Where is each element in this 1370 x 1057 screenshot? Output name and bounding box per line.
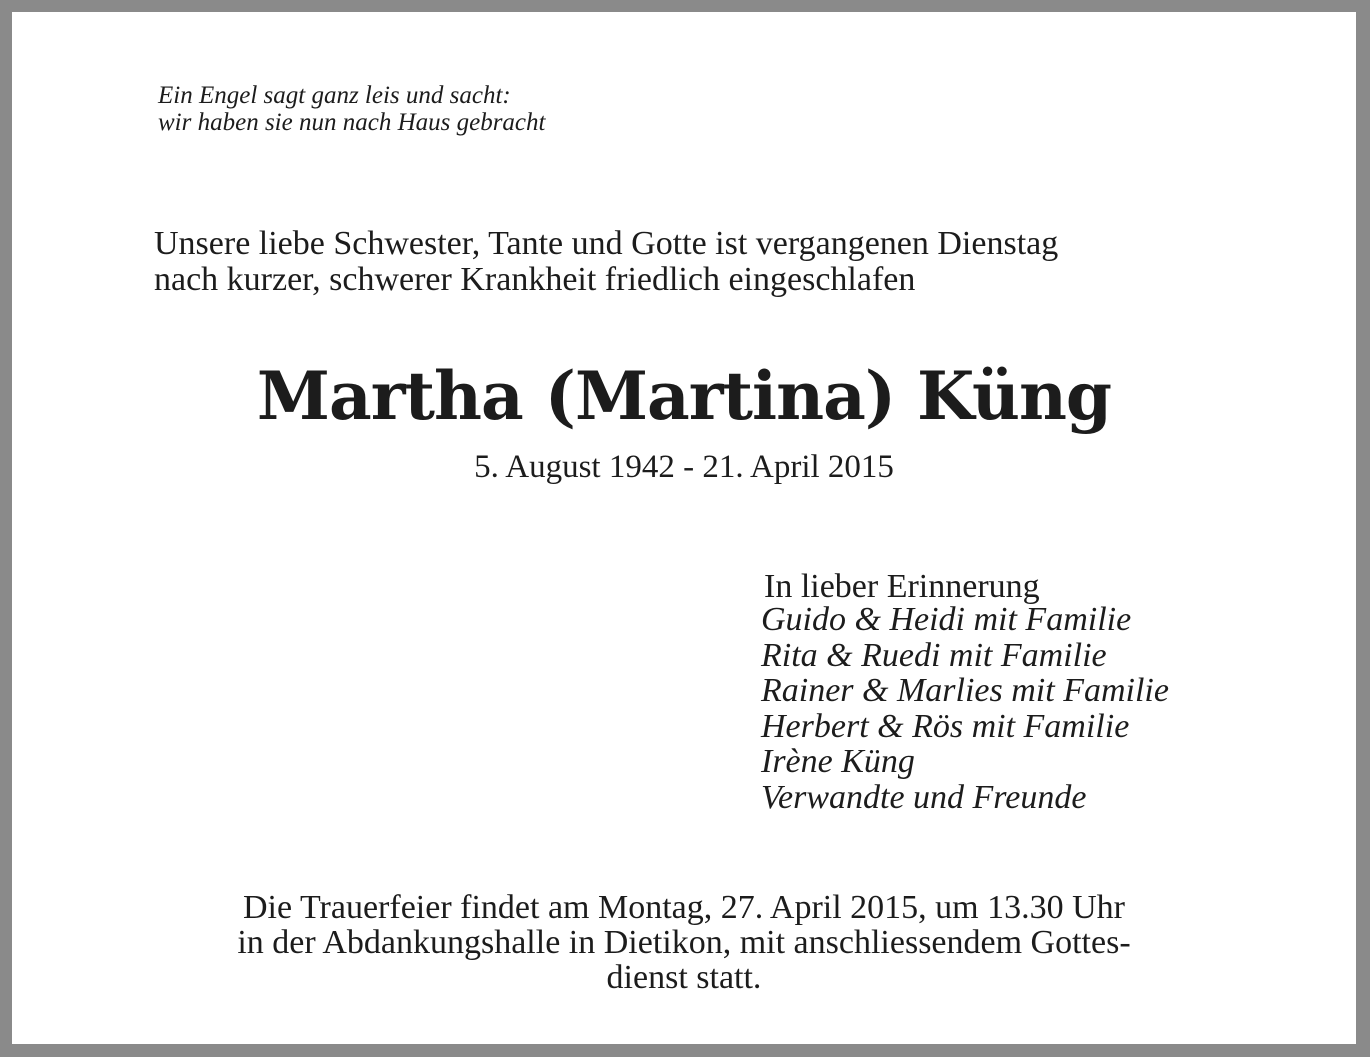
- ceremony-line-1: Die Trauerfeier findet am Montag, 27. April 2015, um 13.30 Uhr: [243, 889, 1125, 926]
- mourner-item: Herbert & Rös mit Familie: [761, 707, 1130, 745]
- memory-heading: In lieber Erinnerung: [764, 568, 1040, 605]
- motto-verse: [158, 82, 545, 136]
- intro-line-1: Unsere liebe Schwester, Tante und Gotte ist vergangenen Dienstag: [154, 225, 1059, 262]
- mourners-list: [761, 602, 1169, 815]
- ceremony-line-3: dienst statt.: [606, 959, 762, 996]
- life-dates: 5. August 1942 - 21. April 2015: [474, 449, 894, 485]
- ceremony-info: [12, 890, 1356, 995]
- motto-line-1: Ein Engel sagt ganz leis und sacht:: [158, 82, 511, 109]
- obituary-notice: [12, 12, 1356, 1044]
- mourner-item: Verwandte und Freunde: [761, 778, 1087, 816]
- motto-line-2: wir haben sie nun nach Haus gebracht: [158, 109, 546, 136]
- intro-text: [154, 226, 1058, 298]
- deceased-name: Martha (Martina) Küng: [256, 357, 1112, 435]
- ceremony-line-2: in der Abdankungshalle in Dietikon, mit anschliessendem Gottes-: [237, 924, 1131, 961]
- mourner-item: Rita & Ruedi mit Familie: [761, 636, 1107, 674]
- mourner-item: Rainer & Marlies mit Familie: [761, 672, 1169, 709]
- mourner-item: Guido & Heidi mit Familie: [761, 601, 1132, 638]
- mourner-item: Irène Küng: [761, 743, 915, 780]
- intro-line-2: nach kurzer, schwerer Krankheit friedlich eingeschlafen: [154, 261, 916, 298]
